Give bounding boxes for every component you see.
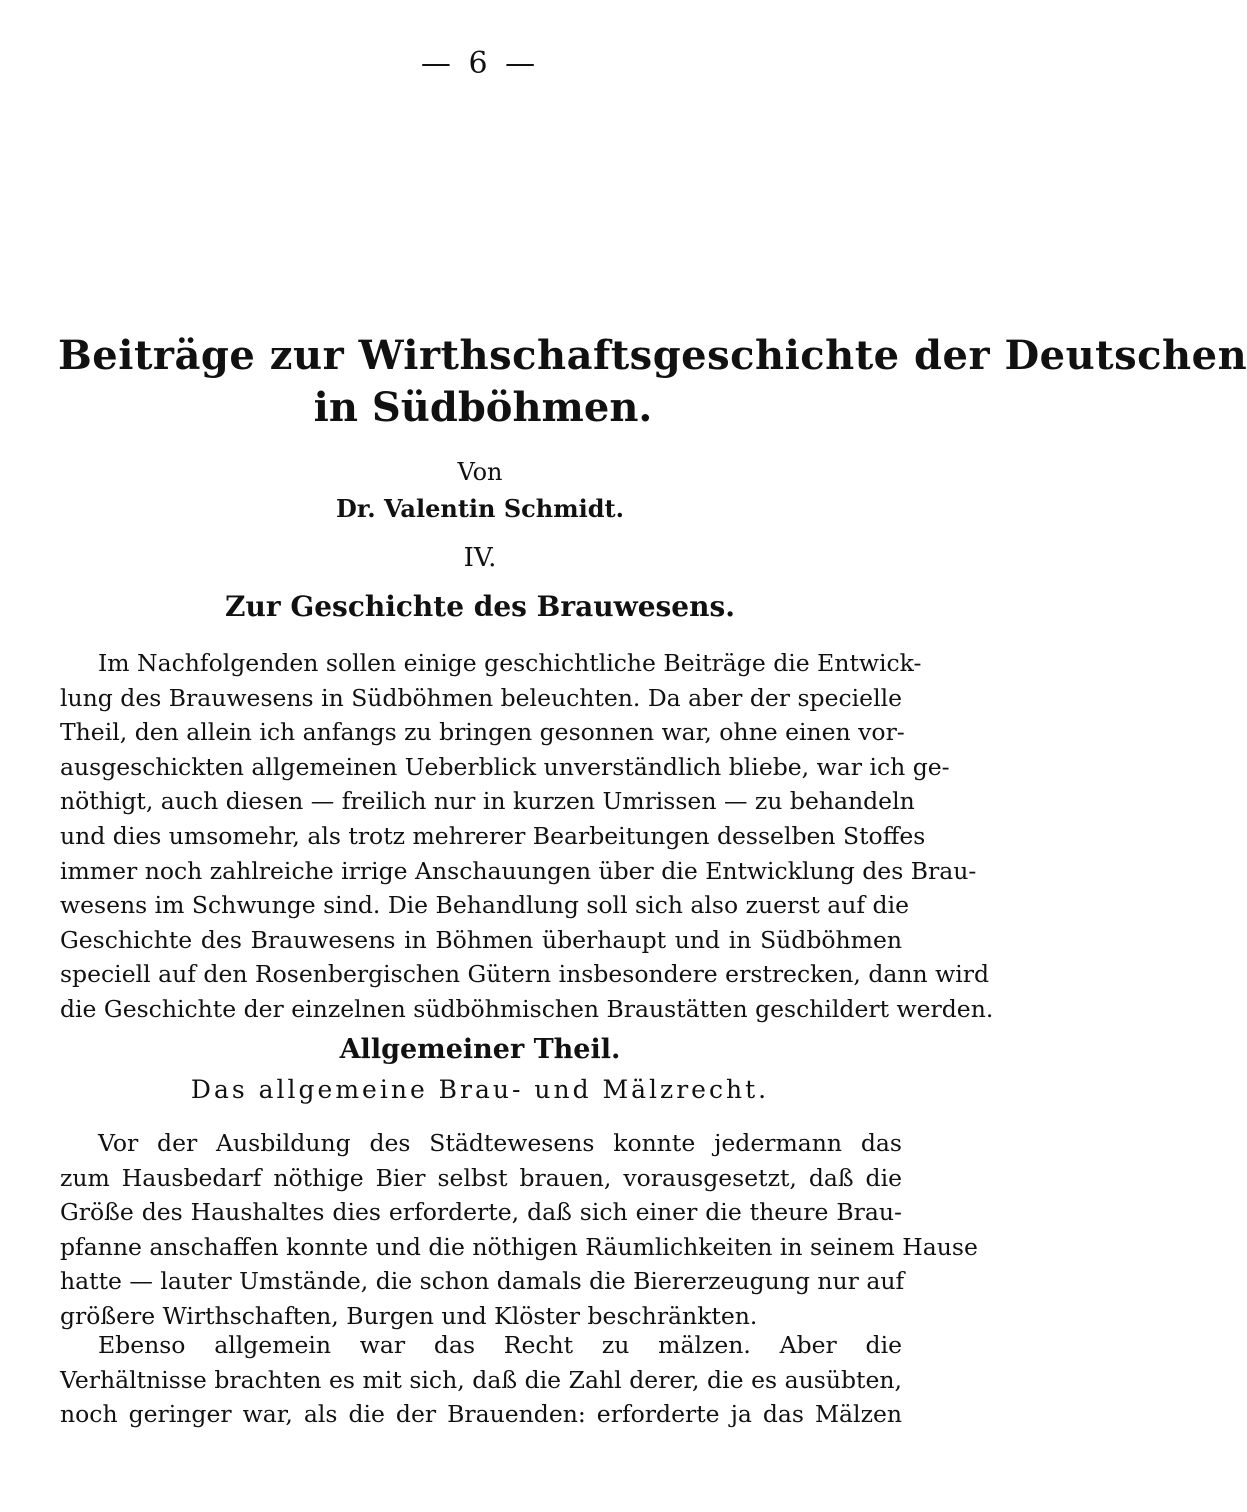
text-line: und dies umsomehr, als trotz mehrerer Bearbeitungen desselben Stoffes xyxy=(60,821,926,850)
text-line: pfanne anschaffen konnte und die nöthigen Räumlichkeiten in seinem Hause xyxy=(60,1232,978,1261)
page-number: — 6 — xyxy=(420,46,540,81)
text-line: größere Wirthschaften, Burgen und Klöster beschränkten. xyxy=(60,1301,758,1330)
section-title: Zur Geschichte des Brauwesens. xyxy=(225,590,735,623)
byline-von: Von xyxy=(457,458,503,486)
text-line: lung des Brauwesens in Südböhmen beleuchten. Da aber der specielle xyxy=(60,683,903,712)
title-line-2: in Südböhmen. xyxy=(313,384,653,431)
text-line: Vor der Ausbildung des Städtewesens konnte jedermann das xyxy=(98,1129,902,1157)
text-line: ausgeschickten allgemeinen Ueberblick unverständlich bliebe, war ich ge- xyxy=(60,752,950,781)
text-line: immer noch zahlreiche irrige Anschauungen über die Entwicklung des Brau- xyxy=(60,856,977,885)
text-line: wesens im Schwunge sind. Die Behandlung soll sich also zuerst auf die xyxy=(60,891,910,920)
heading-allgemeiner-theil: Allgemeiner Theil. xyxy=(339,1034,621,1065)
text-line: noch geringer war, als die der Brauenden: erforderte ja das Mälzen xyxy=(60,1400,902,1429)
title-line-1: Beiträge zur Wirthschaftsgeschichte der Deutschen xyxy=(58,332,1247,379)
text-line: speciell auf den Rosenbergischen Gütern insbesondere erstrecken, dann wird xyxy=(60,960,990,989)
heading-brau-maelzrecht: Das allgemeine Brau- und Mälzrecht. xyxy=(190,1075,770,1104)
text-line: Verhältnisse brachten es mit sich, daß die Zahl derer, die es ausübten, xyxy=(60,1365,902,1394)
text-line: hatte — lauter Umstände, die schon damals die Biererzeugung nur auf xyxy=(60,1267,905,1296)
text-line: Ebenso allgemein war das Recht zu mälzen. Aber die xyxy=(98,1331,902,1359)
paragraph-intro xyxy=(60,646,994,1027)
author-name: Dr. Valentin Schmidt. xyxy=(336,494,624,523)
text-line: Im Nachfolgenden sollen einige geschichtliche Beiträge die Entwick- xyxy=(98,649,922,677)
paragraph-maelzen xyxy=(60,1328,902,1432)
section-number: IV. xyxy=(463,543,497,573)
text-line: Größe des Haushaltes dies erforderte, daß sich einer die theure Brau- xyxy=(60,1198,902,1227)
text-line: Theil, den allein ich anfangs zu bringen gesonnen war, ohne einen vor- xyxy=(60,718,905,747)
text-line: nöthigt, auch diesen — freilich nur in kurzen Umrissen — zu behandeln xyxy=(60,787,915,816)
text-line: die Geschichte der einzelnen südböhmischen Braustätten geschildert werden. xyxy=(60,994,994,1023)
paragraph-brauen xyxy=(60,1126,978,1334)
text-line: zum Hausbedarf nöthige Bier selbst brauen, vorausgesetzt, daß die xyxy=(60,1163,902,1192)
article-title xyxy=(58,330,1247,434)
text-line: Geschichte des Brauwesens in Böhmen überhaupt und in Südböhmen xyxy=(60,925,902,954)
